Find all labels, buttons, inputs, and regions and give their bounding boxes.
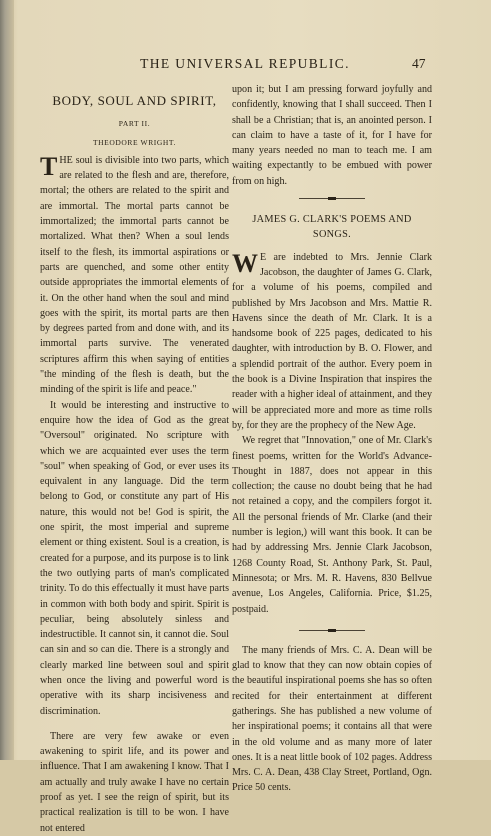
running-title: THE UNIVERSAL REPUBLIC. (140, 56, 350, 71)
page-binding-edge (0, 0, 14, 760)
section-heading: JAMES G. CLARK'S POEMS AND SONGS. (252, 214, 412, 241)
drop-cap: T (40, 151, 58, 181)
article-paragraph: THE soul is divisible into two parts, which are related to the flesh and are, therefore, mortal; the others are related to the spirit and are immortal. The mortal parts cannot be immortalized; the immortal parts cannot be mortalized. What then? When a soul lends itself to the flesh, its immortal aspirations or parts are quenched, and some other entity outside appropriates the immortal elements of it. On the other hand when the soul and mind goes with the spirit, its mortal parts are then by degrees parted from and done with, and its immortal parts survive. The venerated scriptures affirm this when saying of entities "the minding of the flesh is death, but the minding of the spirit is life and peace." (40, 151, 229, 396)
drop-cap: W (232, 248, 258, 278)
section-paragraph: We regret that "Innovation," one of Mr. Clark's finest poems, written for the World's Advance-Thought in 1887, does not appear in this collection; the cause no doubt being that he had not retained a copy, and the compilers forgot it. All the personal friends of Mr. Clarke (and their number is legion,) will want this book. It can be had by addressing Mrs. Jennie Clark Jacobson, 1268 County Road, St. Anthony Park, St. Paul, Minnesota; or Mrs. M. R. Havens, 830 Bellvue avenue, Los Angeles, California. Price, $1.25, postpaid. (232, 435, 432, 615)
article-paragraph: There are very few awake or even awakening to spirit life, and its power and influence. That I am awakening I know. That I am actually and truly awake I have no certain proof as yet. I see the reign of spirit, but its practical realization is till to be won. I have not entered (40, 730, 229, 834)
author-byline: THEODORE WRIGHT. (92, 137, 177, 147)
left-column (40, 82, 229, 836)
section-divider (299, 196, 365, 201)
article-continuation: upon it; but I am pressing forward joyfully and confidently, knowing that I shall succeed. Then I shall be a Christian; that is, an anointed person. I can claim to have a taste of it, for I have for many years needed no man to teach me. I am waiting expectantly to be embued with power from on high. (232, 84, 432, 187)
page-number: 47 (412, 56, 426, 71)
section-divider (299, 628, 365, 633)
notice-paragraph: The many friends of Mrs. C. A. Dean will be glad to know that they can now obtain copies of the beautiful inspirational poems she has so often recited for their entertainment at different gatherings. She has published a new volume of her inspirational poems; it contains all that were in the old volume and as many more of later ones. It is a neat little book of 102 pages. Address Mrs. C. A. Dean, 438 Clay Street, Portland, Ogn. Price 50 cents. (232, 644, 432, 794)
part-label: PART II. (118, 119, 151, 129)
article-title: BODY, SOUL AND SPIRIT, (52, 93, 217, 108)
right-column (232, 82, 432, 796)
section-paragraph: W E are indebted to Mrs. Jennie Clark Jacobson, the daughter of James G. Clark, for a volume of his poems, compiled and published by Mrs Jacobson and Mrs. Mattie R. Havens since the death of Mr. Clark. It is a handsome book of 225 pages, dedicated to his daughter, with introduction by B. O. Flower, and a splendid portrait of the author. Every poem in the book is a Divine Inspiration that inspires the reader with a higher ideal of attainment, and they will be appreciated more and more as time rolls by, for they are the prophecy of the New Age. (232, 248, 432, 431)
article-paragraph: It would be interesting and instructive to enquire how the idea of God as the great "Oversoul" originated. No scripture with which we are acquainted ever uses the term "soul" when speaking of God, or ever uses its equivalent in any language. Did the term belong to God, or constitute any part of His nature, this would not be! God is spirit, the one spirit, the most imperial and supreme element or thing existent. Soul is a creation, is created for a purpose, and its purpose is to link the two outlying parts of man's complicated trinity. To do this effectually it must have parts in common with both body and spirit. Spirit is peculiar, being absolutely sinless and indestructible. It cannot sin, it cannot die. Soul can sin and so can die. There is a strongly and clearly marked line between soul and spirit when once the living and powerful word is operative with its sharp incisiveness and discrimination. (40, 399, 229, 717)
